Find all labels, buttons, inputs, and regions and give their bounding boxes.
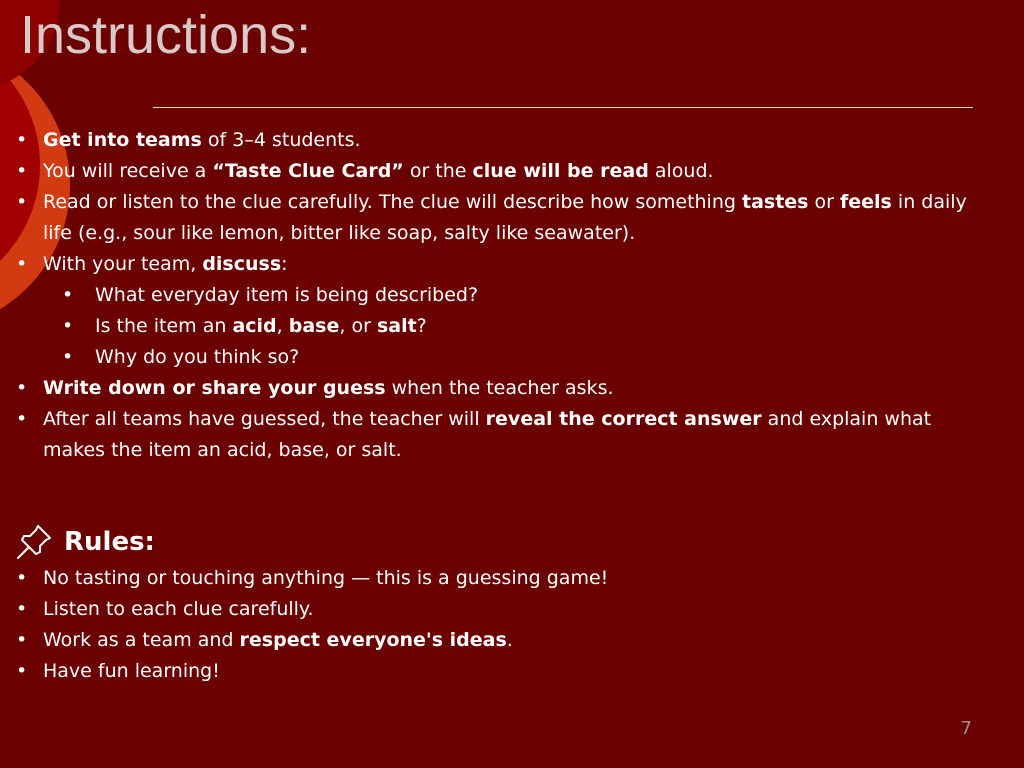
list-item [43,625,983,656]
item-text: ? [416,315,427,337]
item-bold-text: Write down or share your guess [43,377,386,399]
item-bold-text: tastes [741,191,809,213]
item-bold-text: base [288,315,340,337]
item-text: of 3–4 students. [201,129,361,151]
item-text: : [281,253,288,275]
item-text: in daily life (e.g., sour like lemon, bitter like soap, salty like seawater). [43,191,967,244]
sublist-item [95,311,983,342]
item-text: when the teacher asks. [385,377,614,399]
list-item [43,373,983,404]
item-text: . [506,629,513,651]
page-number: 7 [960,718,972,739]
slide-title: Instructions: [20,5,312,65]
item-bold-text: “Taste Clue Card” [212,160,404,182]
item-bold-text: discuss [202,253,282,275]
list-item [43,156,983,187]
item-text: , [276,315,289,337]
list-item: • Listen to each clue carefully. [43,594,983,625]
rules-heading [14,522,155,562]
item-bold-text: clue will be read [472,160,649,182]
list-item: • Have fun learning! [43,656,983,687]
item-bold-text: reveal the correct answer [485,408,762,430]
item-text: After all teams have guessed, the teacher will [43,408,486,430]
item-bold-text: feels [840,191,892,213]
item-bold-text: salt [376,315,417,337]
item-text: With your team, [43,253,203,275]
list-item [43,249,983,373]
sublist-item: • Why do you think so? [95,342,983,373]
item-bold-text: acid [232,315,277,337]
item-text: Work as a team and [43,629,240,651]
discussion-sublist [43,280,983,373]
title-divider [153,107,973,108]
list-item: • No tasting or touching anything — this is a guessing game! [43,563,983,594]
item-text: Read or listen to the clue carefully. The clue will describe how something [43,191,742,213]
list-item [43,187,983,249]
list-item [43,125,983,156]
rules-list [43,563,983,687]
item-text: aloud. [648,160,714,182]
item-text: and explain what makes the item an acid, base, or salt. [43,408,932,461]
list-item [43,404,983,466]
pushpin-icon [14,522,54,562]
item-bold-text: respect everyone's ideas [239,629,507,651]
sublist-item: • What everyday item is being described? [95,280,983,311]
item-text: or [808,191,840,213]
item-text: or the [403,160,473,182]
item-text: , or [339,315,377,337]
item-text: You will receive a [43,160,213,182]
rules-heading-text: Rules: [64,527,155,557]
item-bold-text: Get into teams [43,129,202,151]
instructions-list [43,125,983,466]
item-text: Is the item an [95,315,233,337]
